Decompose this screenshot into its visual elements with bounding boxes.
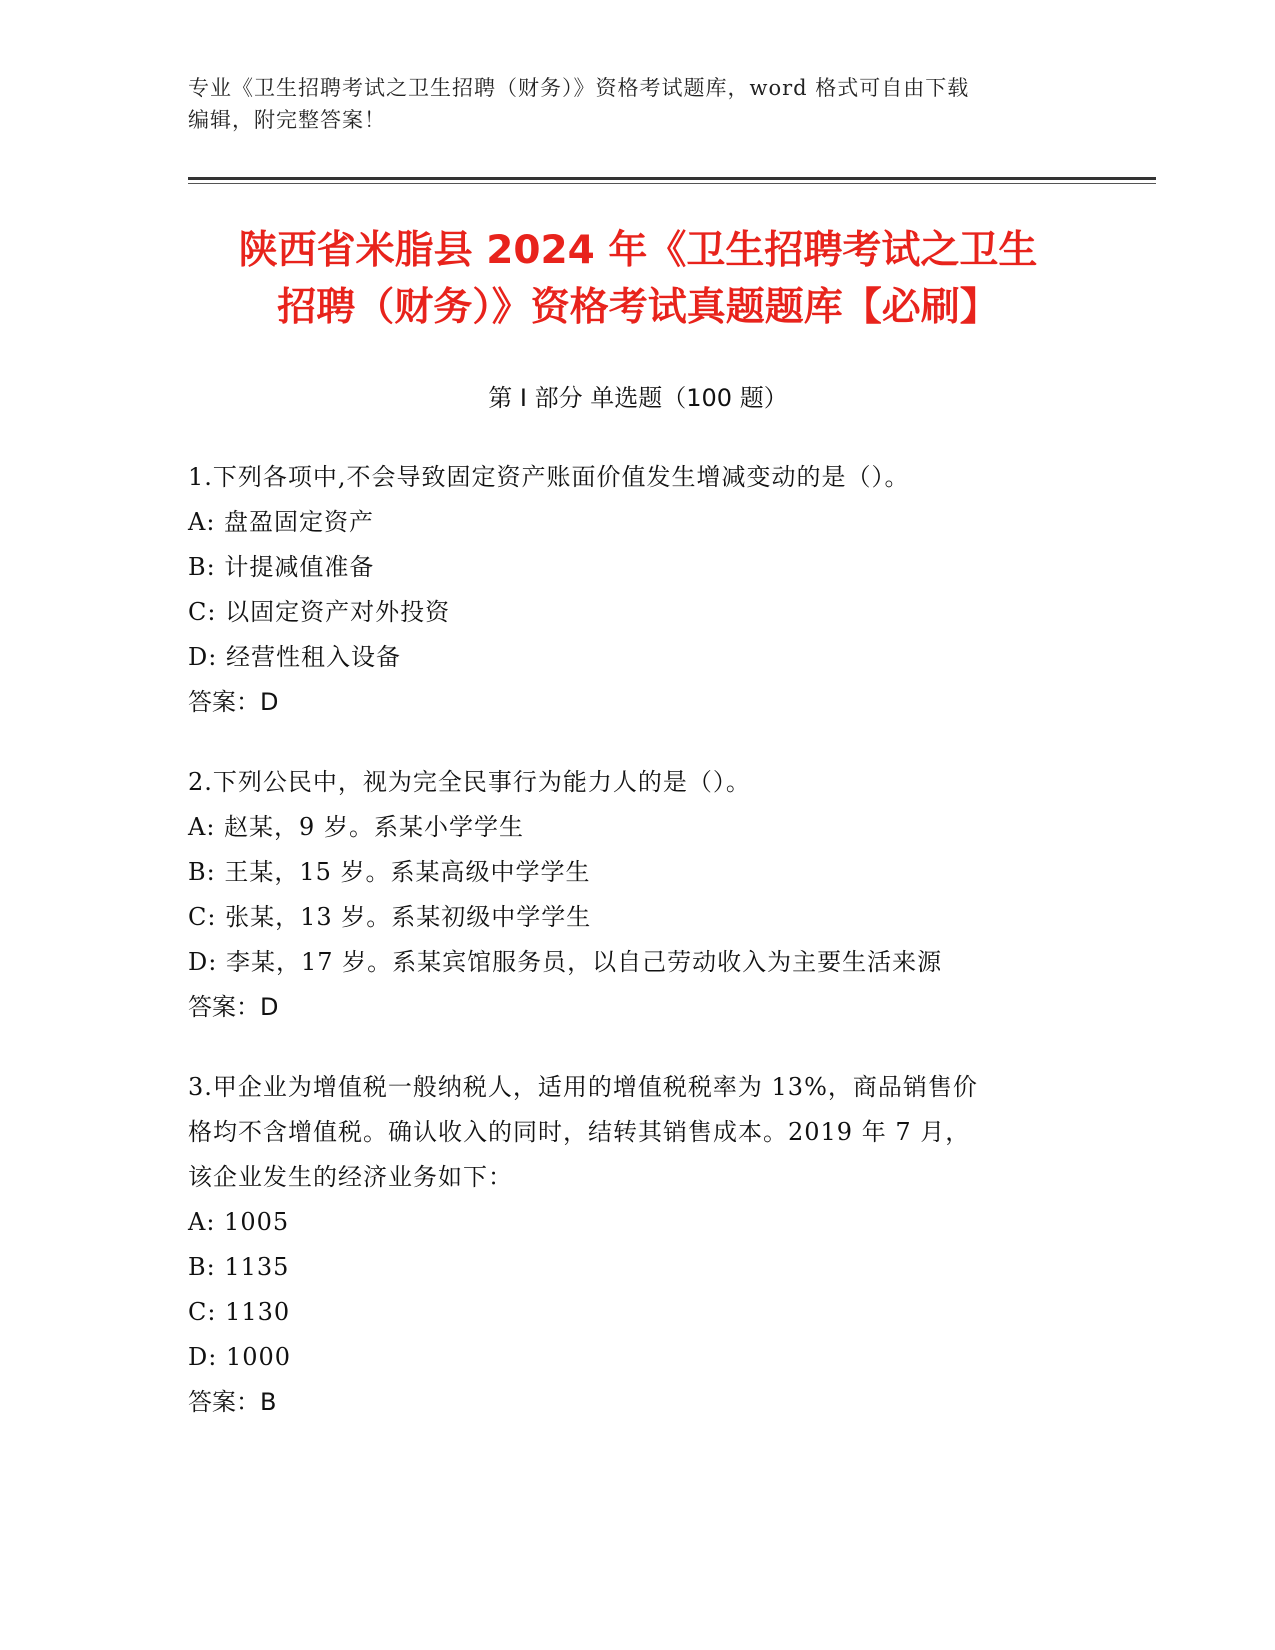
option-b: B: 1135 [188, 1253, 290, 1281]
answer: 答案：B [188, 1388, 277, 1416]
question-stem-line: 3.甲企业为增值税一般纳税人，适用的增值税税率为 13%，商品销售价 [188, 1073, 978, 1101]
option-d: D: 1000 [188, 1343, 292, 1371]
option-a: A: 盘盈固定资产 [188, 508, 375, 536]
header-divider-thick [188, 177, 1156, 180]
document-title-line-2: 招聘（财务）》资格考试真题题库【必刷】 [277, 285, 999, 330]
question-stem [188, 1065, 1088, 1200]
header-divider-thin [188, 183, 1156, 184]
question-stem [188, 455, 1088, 500]
document-title-line-1: 陕西省米脂县 2024 年《卫生招聘考试之卫生 [238, 228, 1038, 273]
answer: 答案：D [188, 688, 279, 716]
question-stem-line: 该企业发生的经济业务如下： [188, 1163, 513, 1191]
header-note [188, 72, 1088, 136]
question-3 [188, 1065, 1088, 1425]
question-stem-line: 格均不含增值税。确认收入的同时，结转其销售成本。2019 年 7 月， [188, 1118, 971, 1146]
option-a: A: 赵某，9 岁。系某小学学生 [188, 813, 524, 841]
option-b: B: 计提减值准备 [188, 553, 375, 581]
option-b: B: 王某，15 岁。系某高级中学学生 [188, 858, 591, 886]
question-stem-line: 2.下列公民中，视为完全民事行为能力人的是（）。 [188, 768, 751, 796]
option-c: C: 张某，13 岁。系某初级中学学生 [188, 903, 592, 931]
header-note-line-2: 编辑，附完整答案！ [188, 108, 386, 132]
question-1 [188, 455, 1088, 725]
header-note-line-1: 专业《卫生招聘考试之卫生招聘（财务）》资格考试题库，word 格式可自由下载 [188, 76, 970, 100]
option-c: C: 以固定资产对外投资 [188, 598, 451, 626]
option-d: D: 经营性租入设备 [188, 643, 401, 671]
question-stem-line: 1.下列各项中,不会导致固定资产账面价值发生增减变动的是（）。 [188, 463, 910, 491]
document-title [188, 222, 1088, 336]
answer: 答案：D [188, 993, 279, 1021]
section-title: 第 I 部分 单选题（100 题） [488, 384, 788, 412]
question-stem [188, 760, 1088, 805]
option-a: A: 1005 [188, 1208, 290, 1236]
option-c: C: 1130 [188, 1298, 291, 1326]
option-d: D: 李某，17 岁。系某宾馆服务员，以自己劳动收入为主要生活来源 [188, 948, 943, 976]
question-2 [188, 760, 1088, 1030]
